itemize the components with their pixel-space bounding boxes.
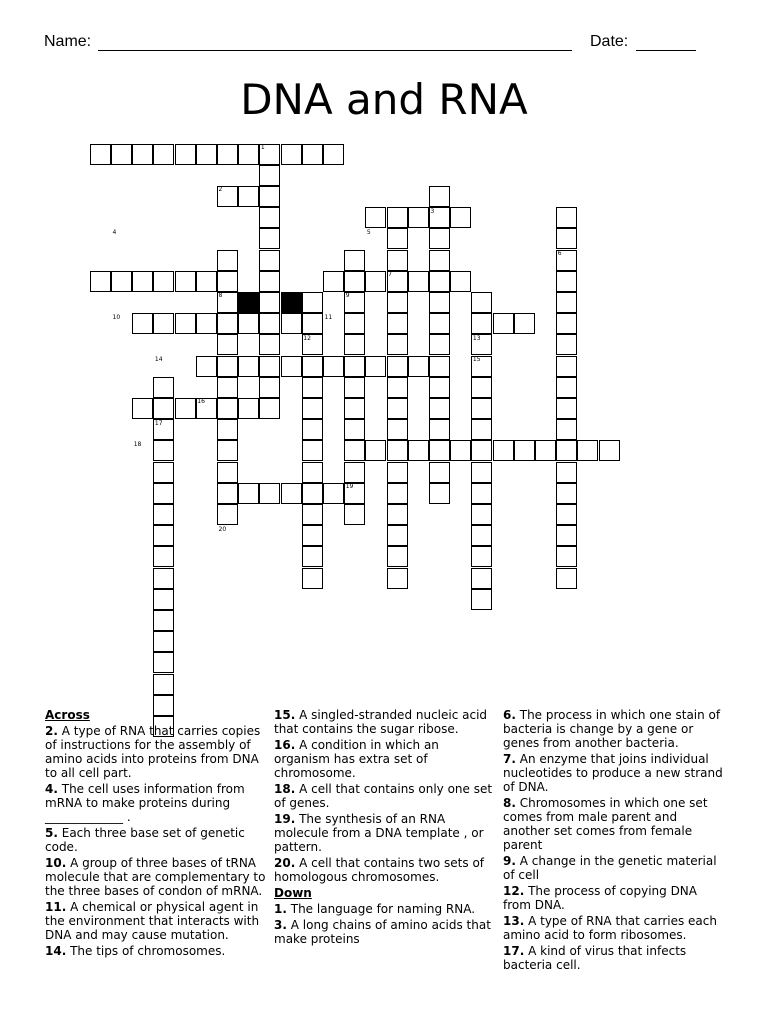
grid-cell[interactable] [175,313,196,334]
grid-cell[interactable] [387,419,408,440]
clue-item [274,812,494,854]
clue-item [274,902,494,916]
grid-cell[interactable] [471,483,492,504]
grid-cell[interactable] [217,144,238,165]
clue-item-text: The cell uses information from mRNA to make proteins during _____________ . [45,782,245,824]
grid-cell[interactable] [471,546,492,567]
grid-cell[interactable] [344,313,365,334]
grid-cell[interactable] [153,419,174,440]
grid-cell[interactable] [153,568,174,589]
grid-cell[interactable] [302,462,323,483]
clue-item [274,708,494,736]
grid-cell[interactable] [387,356,408,377]
grid-cell[interactable] [471,525,492,546]
grid-cell[interactable] [217,419,238,440]
grid-cell[interactable] [302,356,323,377]
clue-number: 4 [112,228,117,236]
grid-cell[interactable] [196,356,217,377]
grid-cell[interactable] [556,271,577,292]
clue-item-text: A change in the genetic material of cell [503,854,717,882]
grid-cell[interactable] [175,398,196,419]
grid-cell[interactable] [259,228,280,249]
grid-cell[interactable] [556,546,577,567]
grid-cell[interactable] [365,356,386,377]
grid-cell[interactable] [153,440,174,461]
grid-cell[interactable] [429,356,450,377]
grid-cell[interactable] [493,313,514,334]
grid-cell[interactable] [344,334,365,355]
grid-cell[interactable] [302,419,323,440]
grid-cell[interactable] [302,292,323,313]
clue-item-number: 19. [274,812,296,826]
clue-item-number: 6. [503,708,516,722]
clue-number: 9 [345,292,350,300]
grid-cell[interactable] [259,356,280,377]
grid-cell[interactable] [387,207,408,228]
clue-number: 10 [112,313,121,321]
grid-cell[interactable] [259,165,280,186]
grid-cell[interactable] [429,313,450,334]
grid-cell[interactable] [387,271,408,292]
grid-cell[interactable] [259,377,280,398]
clue-item-text: A group of three bases of tRNA molecule that are complementary to the three bases of condon of mRNA. [45,856,266,898]
grid-cell[interactable] [302,504,323,525]
name-label: Name: [44,33,92,50]
grid-cell[interactable] [429,186,450,207]
grid-cell[interactable] [387,462,408,483]
clue-item-text: Chromosomes in which one set comes from male parent and another set comes from female parent [503,796,708,852]
clue-item [274,856,494,884]
grid-cell[interactable] [408,207,429,228]
grid-cell[interactable] [153,483,174,504]
grid-cell[interactable] [196,144,217,165]
grid-cell[interactable] [196,313,217,334]
grid-cell[interactable] [429,250,450,271]
clue-item-number: 3. [274,918,287,932]
grid-cell[interactable] [471,589,492,610]
clue-number: 12 [303,334,311,342]
date-label: Date: [590,33,629,50]
grid-cell[interactable] [556,504,577,525]
grid-cell[interactable] [281,356,302,377]
clue-item [45,900,267,942]
clue-item [503,708,723,750]
clue-number: 5 [366,228,371,236]
clue-item-number: 1. [274,902,287,916]
down-heading: Down [274,886,312,900]
clue-number: 20 [218,525,227,533]
across-clue-list-continued [274,708,494,884]
grid-cell[interactable] [153,144,174,165]
grid-cell[interactable] [344,440,365,461]
grid-cell[interactable] [323,356,344,377]
clue-item-number: 15. [274,708,296,722]
clue-item-number: 14. [45,944,67,958]
grid-cell[interactable] [259,144,280,165]
clue-item-number: 16. [274,738,296,752]
grid-cell[interactable] [387,292,408,313]
grid-cell[interactable] [429,483,450,504]
grid-cell[interactable] [471,440,492,461]
grid-cell[interactable] [153,462,174,483]
clue-item-text: The tips of chromosomes. [70,944,226,958]
clue-item [45,826,267,854]
grid-cell[interactable] [259,207,280,228]
clue-item-number: 17. [503,944,525,958]
grid-cell[interactable] [259,398,280,419]
grid-cell[interactable] [238,313,259,334]
grid-cell[interactable] [556,525,577,546]
grid-cell[interactable] [556,292,577,313]
clue-number: 11 [324,313,333,321]
grid-cell[interactable] [387,250,408,271]
grid-cell[interactable] [259,292,280,313]
clue-item-text: The process in which one stain of bacteria is change by a gene or genes from another bacteria. [503,708,721,750]
clue-number: 18 [133,440,142,448]
grid-cell[interactable] [153,398,174,419]
grid-cell[interactable] [302,313,323,334]
clue-item [45,782,267,824]
clue-item [45,856,267,898]
grid-cell[interactable] [429,207,450,228]
clue-number: 19 [345,483,354,491]
grid-cell[interactable] [90,271,111,292]
clue-item-text: A long chains of amino acids that make proteins [274,918,491,946]
grid-cell[interactable] [238,144,259,165]
page-title: DNA and RNA [240,75,528,124]
clue-item [274,918,494,946]
grid-cell[interactable] [259,271,280,292]
grid-cell[interactable] [153,652,174,673]
grid-cell[interactable] [387,334,408,355]
clue-number: 15 [472,356,481,363]
clue-item-text: A singled-stranded nucleic acid that contains the sugar ribose. [274,708,488,736]
grid-cell[interactable] [429,377,450,398]
grid-cell[interactable] [344,462,365,483]
clue-number: 17 [154,419,163,427]
grid-cell[interactable] [429,462,450,483]
grid-cell[interactable] [217,440,238,461]
clue-item-text: A type of RNA that carries each amino acid to form ribosomes. [503,914,717,942]
clue-item [503,796,723,852]
grid-cell[interactable] [153,504,174,525]
grid-cell[interactable] [196,271,217,292]
clue-item-number: 2. [45,724,58,738]
grid-cell[interactable] [153,525,174,546]
grid-cell[interactable] [344,483,365,504]
clue-item [503,944,723,972]
grid-cell[interactable] [111,271,132,292]
grid-cell[interactable] [111,144,132,165]
grid-cell[interactable] [302,483,323,504]
grid-cell[interactable] [153,631,174,652]
grid-cell[interactable] [556,568,577,589]
grid-cell[interactable] [175,271,196,292]
grid-cell[interactable] [387,483,408,504]
clue-number: 3 [430,207,435,215]
clue-item-text: The process of copying DNA from DNA. [503,884,697,912]
clue-item [503,854,723,882]
grid-cell[interactable] [323,144,344,165]
grid-cell[interactable] [132,313,153,334]
grid-cell[interactable] [471,356,492,377]
clue-item [503,914,723,942]
grid-cell[interactable] [132,144,153,165]
grid-cell[interactable] [493,440,514,461]
grid-cell[interactable] [471,568,492,589]
grid-cell[interactable] [153,546,174,567]
grid-cell[interactable] [387,440,408,461]
grid-cell[interactable] [217,377,238,398]
grid-cell[interactable] [344,377,365,398]
grid-cell[interactable] [429,271,450,292]
clue-item-text: A kind of virus that infects bacteria cell. [503,944,687,972]
grid-cell[interactable] [556,228,577,249]
grid-cell[interactable] [153,271,174,292]
clue-item-number: 10. [45,856,67,870]
grid-cell[interactable] [302,440,323,461]
grid-cell[interactable] [323,483,344,504]
clue-number: 8 [218,292,223,300]
grid-cell[interactable] [344,398,365,419]
grid-cell[interactable] [577,440,598,461]
grid-cell[interactable] [387,313,408,334]
clue-item-text: Each three base set of genetic code. [45,826,245,854]
grid-cell[interactable] [238,186,259,207]
grid-cell[interactable] [259,313,280,334]
grid-cell[interactable] [302,377,323,398]
grid-cell[interactable] [217,356,238,377]
clue-item [45,724,267,780]
grid-cell[interactable] [408,440,429,461]
grid-cell[interactable] [302,546,323,567]
clue-item-number: 13. [503,914,525,928]
clue-number: 2 [218,186,223,194]
grid-cell[interactable] [556,483,577,504]
clue-number: 7 [388,271,392,279]
grid-cell[interactable] [153,589,174,610]
grid-cell[interactable] [238,356,259,377]
grid-cell[interactable] [514,313,535,334]
grid-cell[interactable] [217,462,238,483]
grid-cell[interactable] [387,546,408,567]
grid-cell[interactable] [302,144,323,165]
grid-cell[interactable] [259,250,280,271]
grid-cell[interactable] [344,356,365,377]
grid-cell[interactable] [175,144,196,165]
grid-cell[interactable] [556,462,577,483]
grid-cell[interactable] [217,313,238,334]
clue-item-number: 18. [274,782,296,796]
grid-cell[interactable] [387,228,408,249]
grid-cell[interactable] [514,440,535,461]
grid-cell[interactable] [217,483,238,504]
clue-item-text: A cell that contains only one set of genes. [274,782,493,810]
grid-cell[interactable] [217,504,238,525]
grid-cell[interactable] [281,483,302,504]
grid-cell[interactable] [153,610,174,631]
grid-cell[interactable] [556,419,577,440]
grid-cell[interactable] [217,398,238,419]
grid-cell[interactable] [471,504,492,525]
grid-cell[interactable] [90,144,111,165]
grid-cell[interactable] [450,440,471,461]
grid-cell[interactable] [471,313,492,334]
grid-cell[interactable] [259,483,280,504]
grid-cell[interactable] [387,377,408,398]
grid-cell[interactable] [323,271,344,292]
clue-column-1 [45,708,267,960]
clue-item-number: 7. [503,752,516,766]
clue-item-text: The synthesis of an RNA molecule from a DNA template , or pattern. [274,812,484,854]
clue-item-number: 8. [503,796,516,810]
grid-cell[interactable] [556,313,577,334]
grid-cell[interactable] [387,398,408,419]
grid-cell[interactable] [556,398,577,419]
down-clue-list [274,902,494,946]
grid-cell[interactable] [471,398,492,419]
grid-cell[interactable] [344,419,365,440]
grid-cell[interactable] [217,292,238,313]
grid-cell[interactable] [556,377,577,398]
grid-cell[interactable] [302,398,323,419]
grid-cell[interactable] [344,504,365,525]
black-cell [281,292,302,313]
grid-cell[interactable] [387,525,408,546]
grid-cell[interactable] [365,440,386,461]
grid-cell[interactable] [471,292,492,313]
clue-number: 16 [197,398,205,406]
grid-cell[interactable] [450,271,471,292]
clue-item-number: 4. [45,782,58,796]
across-heading: Across [45,708,90,722]
grid-cell[interactable] [387,568,408,589]
grid-cell[interactable] [196,398,217,419]
grid-cell[interactable] [302,525,323,546]
grid-cell[interactable] [132,398,153,419]
clue-number: 6 [557,250,562,257]
clue-item [503,884,723,912]
clue-number: 1 [260,144,265,151]
clue-column-2 [274,708,494,948]
grid-cell[interactable] [217,250,238,271]
grid-cell[interactable] [556,440,577,461]
grid-cell[interactable] [281,144,302,165]
grid-cell[interactable] [217,271,238,292]
grid-cell[interactable] [556,356,577,377]
grid-cell[interactable] [217,186,238,207]
grid-cell[interactable] [599,440,620,461]
clue-item [274,738,494,780]
clue-item-text: An enzyme that joins individual nucleotides to produce a new strand of DNA. [503,752,723,794]
grid-cell[interactable] [556,207,577,228]
grid-cell[interactable] [259,334,280,355]
grid-cell[interactable] [365,207,386,228]
grid-cell[interactable] [429,398,450,419]
grid-cell[interactable] [344,271,365,292]
grid-cell[interactable] [450,207,471,228]
grid-cell[interactable] [217,334,238,355]
grid-cell[interactable] [429,440,450,461]
grid-cell[interactable] [556,334,577,355]
grid-cell[interactable] [471,462,492,483]
grid-cell[interactable] [429,228,450,249]
clue-item-number: 11. [45,900,67,914]
grid-cell[interactable] [387,504,408,525]
grid-cell[interactable] [535,440,556,461]
clue-item [503,752,723,794]
grid-cell[interactable] [365,271,386,292]
clue-item-text: A type of RNA that carries copies of instructions for the assembly of amino acids into proteins from DNA to all cell part. [45,724,261,780]
grid-cell[interactable] [153,313,174,334]
clue-item-number: 12. [503,884,525,898]
grid-cell[interactable] [281,313,302,334]
clue-item-text: The language for naming RNA. [290,902,476,916]
clue-item-number: 20. [274,856,296,870]
grid-cell[interactable] [153,377,174,398]
grid-cell[interactable] [153,674,174,695]
grid-cell[interactable] [238,398,259,419]
grid-cell[interactable] [429,334,450,355]
across-clue-list [45,724,267,958]
grid-cell[interactable] [302,568,323,589]
grid-cell[interactable] [471,334,492,355]
clue-number: 13 [472,334,481,342]
grid-cell[interactable] [429,419,450,440]
grid-cell[interactable] [408,356,429,377]
clue-item [274,782,494,810]
clue-column-3 [503,708,723,974]
clue-number: 14 [154,356,163,363]
grid-cell[interactable] [556,250,577,271]
clue-item-text: A cell that contains two sets of homologous chromosomes. [274,856,485,884]
grid-cell[interactable] [471,377,492,398]
grid-cell[interactable] [408,271,429,292]
grid-cell[interactable] [344,250,365,271]
grid-cell[interactable] [429,292,450,313]
grid-cell[interactable] [259,186,280,207]
black-cell [238,292,259,313]
clue-item-number: 5. [45,826,58,840]
down-clue-list-continued [503,708,723,972]
clue-item [45,944,267,958]
clue-item-text: A chemical or physical agent in the environment that interacts with DNA and may cause mutation. [45,900,260,942]
clue-item-text: A condition in which an organism has extra set of chromosome. [274,738,439,780]
grid-cell[interactable] [238,483,259,504]
grid-cell[interactable] [344,292,365,313]
grid-cell[interactable] [471,419,492,440]
grid-cell[interactable] [132,271,153,292]
clue-item-number: 9. [503,854,516,868]
grid-cell[interactable] [302,334,323,355]
